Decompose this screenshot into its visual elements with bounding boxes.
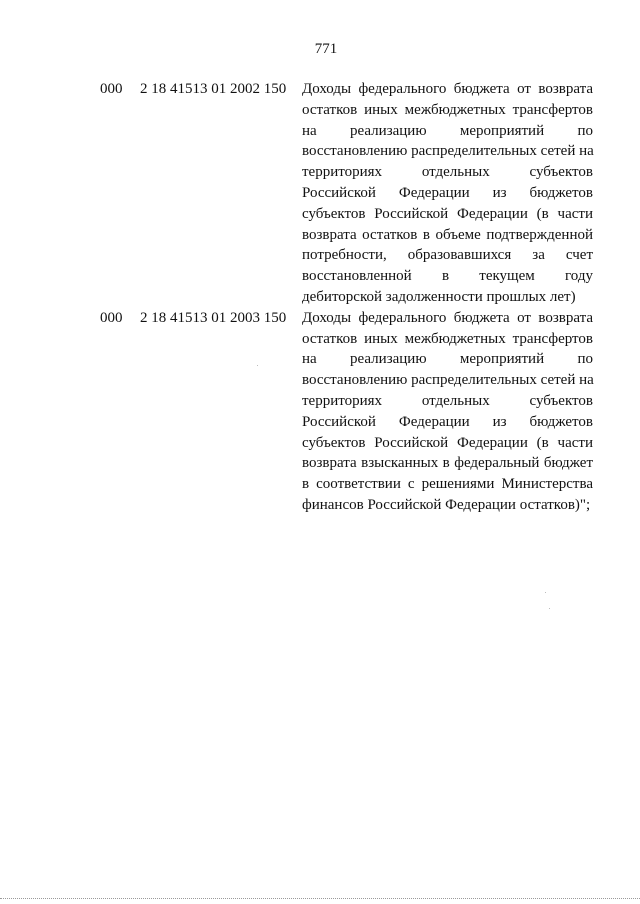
income-description	[302, 79, 593, 308]
budget-classification-code: 2 18 41513 01 2003 150	[140, 309, 287, 326]
description-line: Доходы федерального бюджета от возврата	[302, 81, 593, 97]
description-line: остатков иных межбюджетных трансфертов	[302, 101, 593, 118]
administrator-code: 000	[100, 81, 123, 97]
description-line: субъектов Российской Федерации (в части	[302, 205, 593, 222]
scan-speck	[545, 592, 546, 593]
description-line: на реализацию мероприятий по	[302, 351, 593, 368]
description-line: в соответствии с решениями Министерства	[302, 476, 593, 493]
description-line: территориях отдельных субъектов	[302, 392, 593, 409]
income-description	[302, 308, 593, 516]
budget-classification-code: 2 18 41513 01 2002 150	[140, 81, 287, 97]
table-row	[0, 79, 640, 308]
description-line: восстановленной в текущем году	[302, 268, 593, 285]
description-line: восстановлению распределительных сетей на	[302, 143, 594, 160]
description-line: субъектов Российской Федерации (в части	[302, 434, 593, 451]
scan-edge-line	[0, 898, 640, 899]
administrator-code: 000	[100, 309, 123, 326]
budget-code-table	[0, 79, 640, 516]
description-line: дебиторской задолженности прошлых лет)	[302, 288, 576, 305]
description-line: возврата взысканных в федеральный бюджет	[302, 455, 593, 472]
description-line: возврата остатков в объеме подтвержденной	[302, 226, 593, 243]
description-line: Доходы федерального бюджета от возврата	[302, 309, 593, 326]
description-line: финансов Российской Федерации остатков)";	[302, 496, 591, 513]
description-line: восстановлению распределительных сетей на	[302, 372, 594, 389]
description-line: остатков иных межбюджетных трансфертов	[302, 330, 593, 347]
description-line: потребности, образовавшихся за счет	[302, 247, 593, 264]
page-number: 771	[314, 41, 338, 57]
table-row	[0, 308, 640, 516]
description-line: Российской Федерации из бюджетов	[302, 184, 593, 201]
scan-speck	[549, 608, 550, 609]
description-line: Российской Федерации из бюджетов	[302, 413, 593, 430]
scan-speck	[257, 365, 258, 366]
description-line: территориях отдельных субъектов	[302, 164, 593, 181]
description-line: на реализацию мероприятий по	[302, 122, 593, 139]
